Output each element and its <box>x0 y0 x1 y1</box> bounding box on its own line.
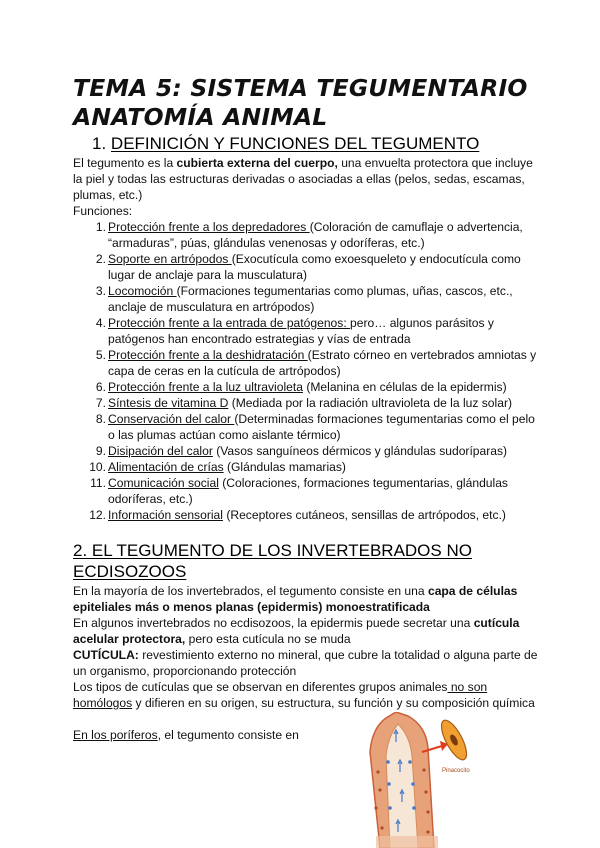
p1-pre: En la mayoría de los invertebrados, el tegumento consiste en una <box>73 584 428 598</box>
function-description: (Coloración de camuflaje o advertencia, “armaduras”, púas, glándulas venenosas y odoríferas, etc.) <box>108 220 523 250</box>
p4-post: y difieren en su origen, su estructura, su función y su composición química <box>132 696 535 710</box>
function-number: 2. <box>95 252 106 266</box>
function-label: Soporte en artrópodos <box>108 252 232 266</box>
function-item <box>73 411 543 443</box>
pinacocyte-cell <box>437 717 472 763</box>
section-1-number: 1. <box>92 134 107 153</box>
function-description: (Glándulas mamarias) <box>223 460 346 474</box>
p4-pre: Los tipos de cutículas que se observan en diferentes grupos animales <box>73 680 448 694</box>
function-number: 11. <box>90 476 106 490</box>
function-item <box>73 219 543 251</box>
title-line-1: TEMA 5: SISTEMA TEGUMENTARIO <box>73 74 528 102</box>
function-label: Comunicación social <box>108 476 219 490</box>
function-number: 10. <box>89 460 106 474</box>
function-label: Protección frente a la entrada de patógenos: <box>108 316 351 330</box>
paragraph-cuticle-types <box>73 679 543 711</box>
section-1-body <box>73 155 543 523</box>
function-label: Conservación del calor <box>108 412 235 426</box>
p4-underlined: no son homólogos <box>73 680 488 710</box>
functions-label: Funciones: <box>73 204 133 218</box>
function-label: Alimentación de crías <box>108 460 224 474</box>
function-description: (Receptores cutáneos, sensillas de artrópodos, etc.) <box>222 508 506 522</box>
p2-post: pero esta cutícula no se muda <box>185 632 351 646</box>
p3-bold: CUTÍCULA: <box>73 648 139 662</box>
definition-paragraph <box>73 155 543 203</box>
function-description: (Vasos sanguíneos dérmicos y glándulas sudoríparas) <box>212 444 508 458</box>
p2-bold: cutícula acelular protectora, <box>73 616 520 646</box>
function-description: (Estrato córneo en vertebrados amniotas y capa de ceras en la cutícula de artrópodos) <box>108 348 537 378</box>
document-title <box>73 74 528 132</box>
function-item <box>73 379 543 395</box>
function-number: 7. <box>95 396 106 410</box>
figure-caption: Pinacocito <box>442 768 470 774</box>
section-1-heading <box>92 134 479 154</box>
function-description: pero… algunos parásitos y patógenos han encontrado estrategias y vías de entrada <box>108 316 494 346</box>
function-label: Locomoción <box>108 284 177 298</box>
section-1-heading-text: DEFINICIÓN Y FUNCIONES DEL TEGUMENTO <box>110 134 480 153</box>
function-number: 5. <box>95 348 106 362</box>
function-description: (Exocutícula como exoesqueleto y endocutícula como lugar de anclaje para la musculatura) <box>108 252 521 282</box>
function-number: 9. <box>95 444 106 458</box>
function-description: (Determinadas formaciones tegumentarias como el pelo o las plumas actúan como aislante térmico) <box>108 412 535 442</box>
functions-list <box>73 219 543 523</box>
p5-underlined: En los poríferos <box>73 728 158 742</box>
function-description: (Mediada por la radiación ultravioleta de la luz solar) <box>228 396 513 410</box>
paragraph-cuticle-definition <box>73 647 543 679</box>
function-item <box>73 459 543 475</box>
function-item <box>73 395 543 411</box>
function-item <box>73 315 543 347</box>
section-2-heading-text: 2. EL TEGUMENTO DE LOS INVERTEBRADOS NO ECDISOZOOS <box>73 541 472 581</box>
p2-pre: En algunos invertebrados no ecdisozoos, la epidermis puede secretar una <box>73 616 474 630</box>
function-label: Protección frente a los depredadores <box>108 220 310 234</box>
section-2-heading <box>73 540 513 582</box>
p3-post: revestimiento externo no mineral, que cubre la totalidad o alguna parte de un organismo, proporcionando protección <box>73 648 538 678</box>
function-item <box>73 443 543 459</box>
function-number: 6. <box>95 380 106 394</box>
function-number: 8. <box>95 412 106 426</box>
sponge-base <box>376 836 438 848</box>
definition-pre: El tegumento es la <box>73 156 177 170</box>
function-item <box>73 251 543 283</box>
function-label: Protección frente a la deshidratación <box>108 348 308 362</box>
paragraph-cuticle <box>73 615 543 647</box>
paragraph-epidermis <box>73 583 543 615</box>
function-label: Información sensorial <box>108 508 223 522</box>
function-item <box>73 347 543 379</box>
sponge-illustration <box>356 712 520 848</box>
title-line-2: ANATOMÍA ANIMAL <box>73 103 328 131</box>
function-item <box>73 475 543 507</box>
function-label: Síntesis de vitamina D <box>108 396 229 410</box>
p5-post: , el tegumento consiste en <box>157 728 299 742</box>
function-item <box>73 507 543 523</box>
definition-bold: cubierta externa del cuerpo, <box>176 156 338 170</box>
function-label: Disipación del calor <box>108 444 213 458</box>
function-number: 4. <box>95 316 106 330</box>
function-number: 12. <box>89 508 106 522</box>
function-description: (Coloraciones, formaciones tegumentarias, glándulas odoríferas, etc.) <box>108 476 508 506</box>
function-description: (Melanina en células de la epidermis) <box>302 380 507 394</box>
function-number: 3. <box>95 284 106 298</box>
function-item <box>73 283 543 315</box>
definition-post: una envuelta protectora que incluye la piel y todas las estructuras derivadas o asociadas a ellas (pelos, sedas, escamas, plumas, etc.) <box>73 156 533 202</box>
p1-bold: capa de células epiteliales más o menos planas (epidermis) monoestratificada <box>73 584 518 614</box>
function-label: Protección frente a la luz ultravioleta <box>108 380 303 394</box>
function-description: (Formaciones tegumentarias como plumas, uñas, cascos, etc., anclaje de musculatura en artrópodos) <box>108 284 513 314</box>
function-number: 1. <box>95 220 106 234</box>
